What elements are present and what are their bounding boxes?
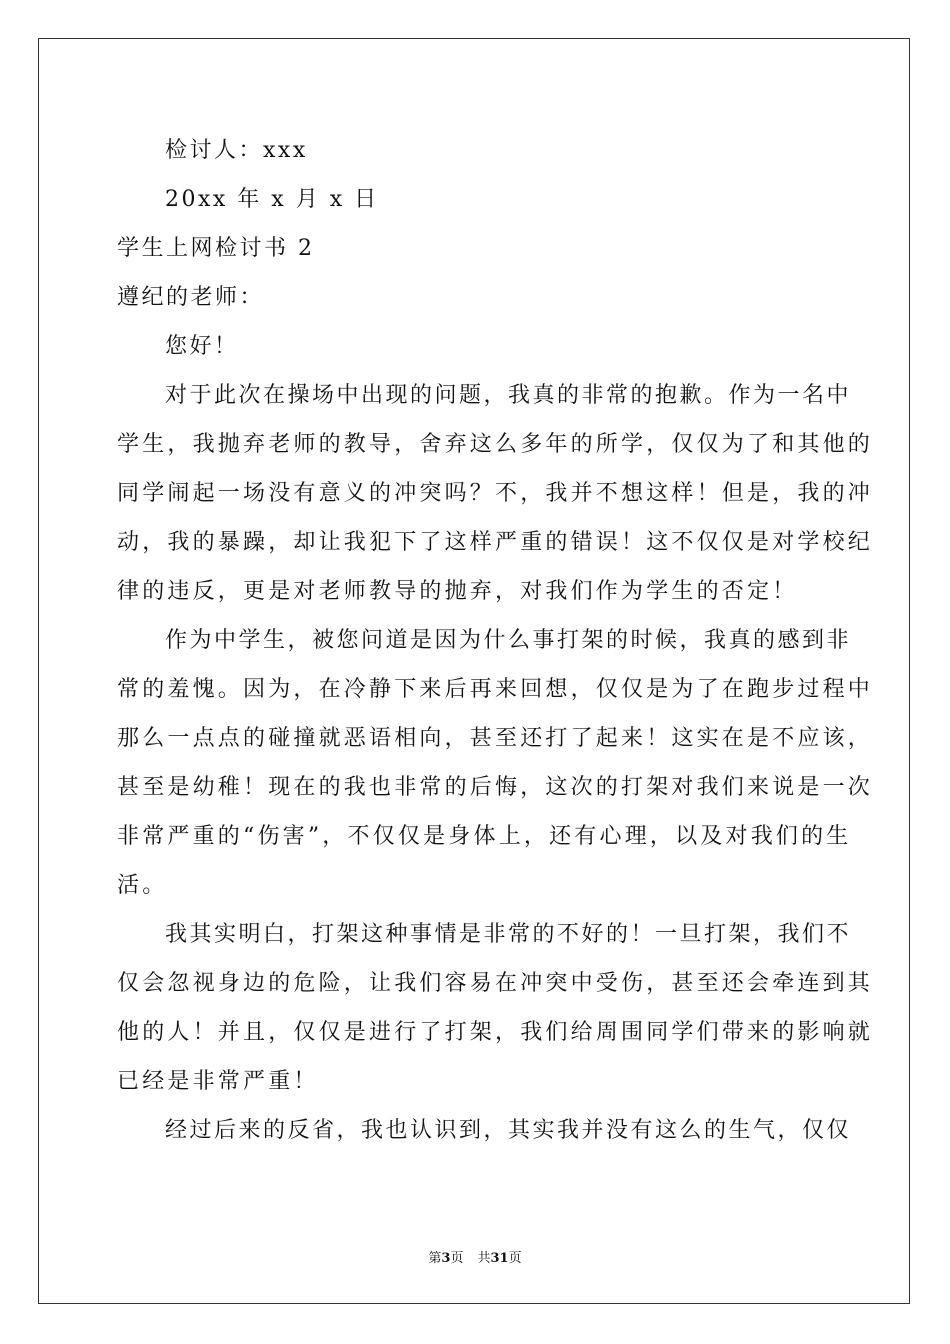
- paragraph-line: 经过后来的反省，我也认识到，其实我并没有这么的生气，仅仅: [165, 1118, 852, 1143]
- paragraph-line: 仅会忽视身边的危险，让我们容易在冲突中受伤，甚至还会牵连到其: [117, 971, 874, 996]
- paragraph-line: 同学闹起一场没有意义的冲突吗？不，我并不想这样！但是，我的冲: [117, 481, 874, 506]
- paragraph-line: 那么一点点的碰撞就恶语相向，甚至还打了起来！这实在是不应该，: [117, 726, 874, 751]
- paragraph-line: 他的人！并且，仅仅是进行了打架，我们给周围同学们带来的影响就: [117, 1020, 874, 1045]
- signer-line: 检讨人：xxx: [165, 138, 308, 163]
- page-suffix: 页: [450, 1251, 464, 1266]
- paragraph-line: 非常严重的“伤害”，不仅仅是身体上，还有心理，以及对我们的生: [117, 824, 852, 849]
- paragraph-line: 已经是非常严重！: [117, 1069, 319, 1094]
- total-pages: 31: [490, 1251, 509, 1266]
- document-body: [117, 126, 874, 1155]
- greeting: 您好！: [165, 334, 239, 359]
- paragraph-line: 学生，我抛弃老师的教导，舍弃这么多年的所学，仅仅为了和其他的: [117, 432, 874, 457]
- salutation: 遵纪的老师：: [117, 285, 265, 310]
- paragraph-line: 常的羞愧。因为，在冷静下来后再来回想，仅仅是为了在跑步过程中: [117, 677, 874, 702]
- document-title: 学生上网检讨书 2: [117, 236, 315, 261]
- date-line: 20xx 年 x 月 x 日: [165, 187, 379, 212]
- page-number: 3: [441, 1251, 451, 1266]
- paragraph-line: 甚至是幼稚！现在的我也非常的后悔，这次的打架对我们来说是一次: [117, 775, 874, 800]
- total-suffix: 页: [508, 1251, 522, 1266]
- paragraph-line: 律的违反，更是对老师教导的抛弃，对我们作为学生的否定！: [117, 579, 798, 604]
- paragraph-line: 对于此次在操场中出现的问题，我真的非常的抱歉。作为一名中: [165, 383, 852, 408]
- page-footer: [0, 1247, 950, 1266]
- total-prefix: 共: [477, 1251, 491, 1266]
- paragraph-line: 动，我的暴躁，却让我犯下了这样严重的错误！这不仅仅是对学校纪: [117, 530, 874, 555]
- paragraph-line: 我其实明白，打架这种事情是非常的不好的！一旦打架，我们不: [165, 922, 852, 947]
- paragraph-line: 活。: [117, 873, 168, 898]
- page-prefix: 第: [428, 1251, 442, 1266]
- paragraph-line: 作为中学生，被您问道是因为什么事打架的时候，我真的感到非: [165, 628, 852, 653]
